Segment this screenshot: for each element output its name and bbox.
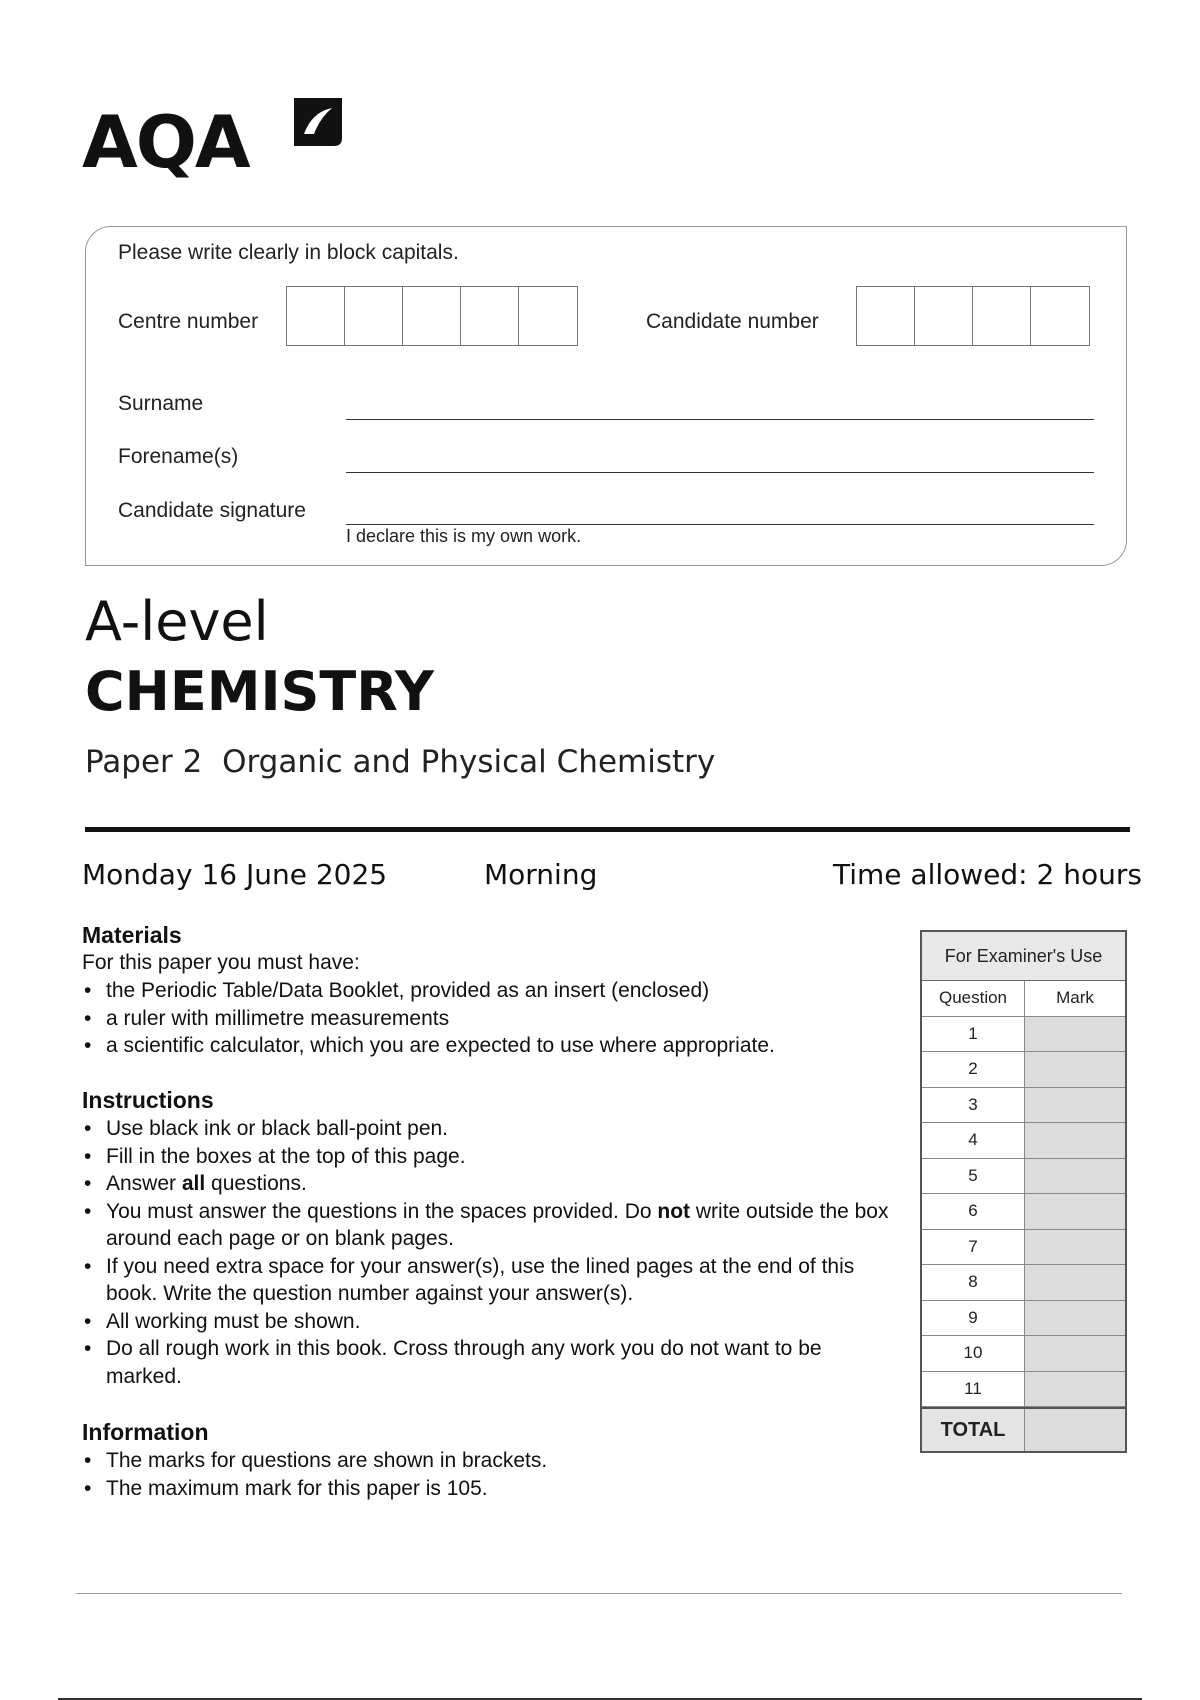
table-row <box>922 1123 1125 1159</box>
aqa-logo <box>82 90 352 200</box>
title-divider <box>85 827 1130 832</box>
footer-divider <box>76 1593 1122 1594</box>
table-row <box>922 1052 1125 1088</box>
candidate-number-label: Candidate number <box>646 310 819 333</box>
candidate-digit-box[interactable] <box>1031 287 1089 345</box>
examiner-table-header-row <box>922 981 1125 1017</box>
question-number: 1 <box>922 1017 1025 1052</box>
centre-number-boxes[interactable] <box>286 286 578 346</box>
forenames-label: Forename(s) <box>118 445 239 468</box>
centre-digit-box[interactable] <box>345 287 403 345</box>
table-row <box>922 1088 1125 1124</box>
information-list <box>82 1447 902 1502</box>
list-item: • If you need extra space for your answer(s), use the lined pages at the end of this book. Write the question number against your answer(s). <box>82 1253 902 1308</box>
surname-line[interactable] <box>346 419 1094 420</box>
logo-text: AQA <box>82 100 249 184</box>
centre-digit-box[interactable] <box>461 287 519 345</box>
list-item: • Fill in the boxes at the top of this page. <box>82 1143 902 1171</box>
mark-cell <box>1025 1088 1125 1123</box>
table-row <box>922 1265 1125 1301</box>
table-row <box>922 1159 1125 1195</box>
list-item: • The marks for questions are shown in brackets. <box>82 1447 902 1475</box>
information-heading: Information <box>82 1419 209 1445</box>
table-row <box>922 1230 1125 1266</box>
list-item: • You must answer the questions in the spaces provided. Do not write outside the box around each page or on blank pages. <box>82 1198 902 1253</box>
centre-digit-box[interactable] <box>519 287 577 345</box>
surname-label: Surname <box>118 392 204 415</box>
candidate-number-boxes[interactable] <box>856 286 1090 346</box>
paper-title: Paper 2 Organic and Physical Chemistry <box>85 744 716 780</box>
signature-label: Candidate signature <box>118 499 306 522</box>
examiner-use-table <box>920 930 1127 1453</box>
question-number: 8 <box>922 1265 1025 1300</box>
mark-cell <box>1025 1301 1125 1336</box>
mark-cell <box>1025 1194 1125 1229</box>
question-number: 4 <box>922 1123 1025 1158</box>
logo-flag-icon <box>290 94 346 150</box>
block-capitals-instruction: Please write clearly in block capitals. <box>118 241 459 264</box>
centre-number-label: Centre number <box>118 310 259 333</box>
instructions-list <box>82 1115 902 1390</box>
table-row <box>922 1194 1125 1230</box>
mark-cell <box>1025 1265 1125 1300</box>
table-row <box>922 1372 1125 1408</box>
examiner-table-title: For Examiner's Use <box>922 932 1125 981</box>
qualification-title: A-level <box>85 590 269 653</box>
question-number: 2 <box>922 1052 1025 1087</box>
mark-cell <box>1025 1336 1125 1371</box>
question-number: 3 <box>922 1088 1025 1123</box>
list-item: • All working must be shown. <box>82 1308 902 1336</box>
materials-list <box>82 977 902 1060</box>
mark-cell <box>1025 1372 1125 1407</box>
exam-session: Morning <box>484 858 598 891</box>
list-item: • Use black ink or black ball-point pen. <box>82 1115 902 1143</box>
subject-title: CHEMISTRY <box>85 660 434 723</box>
centre-digit-box[interactable] <box>287 287 345 345</box>
list-item: • The maximum mark for this paper is 105. <box>82 1475 902 1503</box>
examiner-table-body <box>922 1017 1125 1408</box>
table-row <box>922 1336 1125 1372</box>
centre-digit-box[interactable] <box>403 287 461 345</box>
table-row <box>922 1301 1125 1337</box>
question-number: 6 <box>922 1194 1025 1229</box>
mark-cell <box>1025 1017 1125 1052</box>
candidate-digit-box[interactable] <box>857 287 915 345</box>
declaration-text: I declare this is my own work. <box>346 526 582 546</box>
question-column-header: Question <box>922 981 1025 1016</box>
question-number: 5 <box>922 1159 1025 1194</box>
candidate-details-box <box>85 226 1127 566</box>
exam-date: Monday 16 June 2025 <box>82 858 388 891</box>
signature-line[interactable] <box>346 524 1094 525</box>
list-item: • Do all rough work in this book. Cross through any work you do not want to be marked. <box>82 1335 902 1390</box>
mark-cell <box>1025 1052 1125 1087</box>
candidate-digit-box[interactable] <box>915 287 973 345</box>
mark-column-header: Mark <box>1025 981 1125 1016</box>
materials-heading: Materials <box>82 922 182 948</box>
question-number: 9 <box>922 1301 1025 1336</box>
mark-cell <box>1025 1159 1125 1194</box>
list-item: • the Periodic Table/Data Booklet, provided as an insert (enclosed) <box>82 977 902 1005</box>
table-row <box>922 1017 1125 1053</box>
time-allowed: Time allowed: 2 hours <box>833 858 1142 891</box>
question-number: 10 <box>922 1336 1025 1371</box>
total-label: TOTAL <box>922 1409 1025 1451</box>
forenames-line[interactable] <box>346 472 1094 473</box>
candidate-digit-box[interactable] <box>973 287 1031 345</box>
list-item: • a scientific calculator, which you are expected to use where appropriate. <box>82 1032 902 1060</box>
question-number: 7 <box>922 1230 1025 1265</box>
list-item: • a ruler with millimetre measurements <box>82 1005 902 1033</box>
total-mark-cell <box>1025 1409 1125 1451</box>
mark-cell <box>1025 1123 1125 1158</box>
mark-cell <box>1025 1230 1125 1265</box>
question-number: 11 <box>922 1372 1025 1407</box>
list-item: • Answer all questions. <box>82 1170 902 1198</box>
materials-intro: For this paper you must have: <box>82 951 360 974</box>
instructions-heading: Instructions <box>82 1087 214 1113</box>
total-row <box>922 1407 1125 1451</box>
